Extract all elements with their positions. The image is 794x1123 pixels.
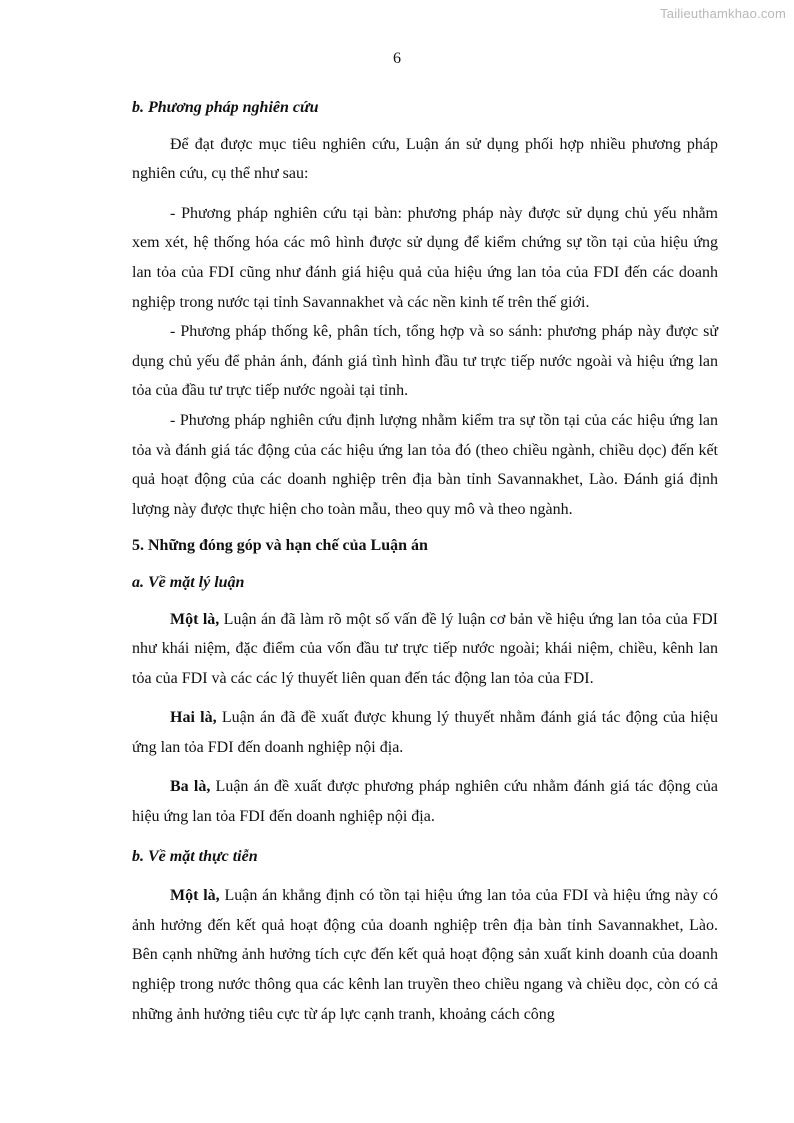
document-body [132, 93, 718, 1029]
subheading-research-methods: b. Phương pháp nghiên cứu [132, 99, 319, 116]
paragraph-desk-research: - Phương pháp nghiên cứu tại bàn: phương pháp này được sử dụng chủ yếu nhằm xem xét, hệ thống hóa các mô hình được sử dụng để kiểm chứng sự tồn tại của hiệu ứng lan tỏa của FDI cũng như đánh giá hiệu quả của hiệu ứng lan tỏa của FDI đến các doanh nghiệp trong nước tại tỉnh Savannakhet và các nền kinh tế trên thế giới. [132, 204, 718, 311]
lead-text: Một là, [170, 610, 220, 628]
subheading-practical: b. Về mặt thực tiễn [132, 847, 258, 865]
paragraph-quantitative-method: - Phương pháp nghiên cứu định lượng nhằm kiểm tra sự tồn tại của các hiệu ứng lan tỏa và đánh giá tác động của các hiệu ứng lan tỏa đó (theo chiều ngành, chiều dọc) đến kết quả hoạt động của các doanh nghiệp trên địa bàn tỉnh Savannakhet, Lào. Đánh giá định lượng này được thực hiện cho toàn mẫu, theo quy mô và theo ngành. [132, 411, 718, 518]
body-text: Luận án đã đề xuất được khung lý thuyết nhằm đánh giá tác động của hiệu ứng lan tỏa FDI đến doanh nghiệp nội địa. [132, 709, 718, 756]
lead-text: Hai là, [170, 709, 217, 727]
body-text: Luận án đề xuất được phương pháp nghiên cứu nhằm đánh giá tác động của hiệu ứng lan tỏa FDI đến doanh nghiệp nội địa. [132, 778, 718, 826]
paragraph-theoretical-3 [132, 772, 718, 831]
paragraph-theoretical-2 [132, 703, 718, 762]
lead-text: Ba là, [170, 778, 211, 796]
paragraph-practical-1 [132, 881, 718, 1029]
paragraph-intro-methods: Để đạt được mục tiêu nghiên cứu, Luận án sử dụng phối hợp nhiều phương pháp nghiên cứu, cụ thể như sau: [132, 135, 718, 183]
page-number: 6 [393, 50, 401, 67]
paragraph-theoretical-1 [132, 605, 718, 694]
body-text: Luận án đã làm rõ một số vấn đề lý luận cơ bản về hiệu ứng lan tỏa của FDI như khái niệm, đặc điểm của vốn đầu tư trực tiếp nước ngoài; khái niệm, chiều, kênh lan tỏa của FDI và các các lý thuyết liên quan đến tác động lan tỏa của FDI. [132, 610, 719, 687]
section-heading-contributions: 5. Những đóng góp và hạn chế của Luận án [132, 537, 428, 555]
watermark: Tailieuthamkhao.com [660, 6, 786, 21]
lead-text: Một là, [170, 887, 220, 905]
subheading-theoretical: a. Về mặt lý luận [132, 573, 245, 591]
body-text: Luận án khẳng định có tồn tại hiệu ứng lan tỏa của FDI và hiệu ứng này có ảnh hưởng đến kết quả hoạt động của doanh nghiệp trên địa bàn tỉnh Savannakhet, Lào. Bên cạnh những ảnh hưởng tích cực đến kết quả hoạt động sản xuất kinh doanh của doanh nghiệp trong nước thông qua các kênh lan truyền theo chiều ngang và chiều dọc, còn có cả những ảnh hưởng tiêu cực từ áp lực cạnh tranh, khoảng cách công [132, 887, 719, 1023]
paragraph-statistics-method: - Phương pháp thống kê, phân tích, tổng hợp và so sánh: phương pháp này được sử dụng chủ yếu để phản ánh, đánh giá tình hình đầu tư trực tiếp nước ngoài và hiệu ứng lan tỏa của đầu tư trực tiếp nước ngoài tại tỉnh. [132, 323, 718, 400]
